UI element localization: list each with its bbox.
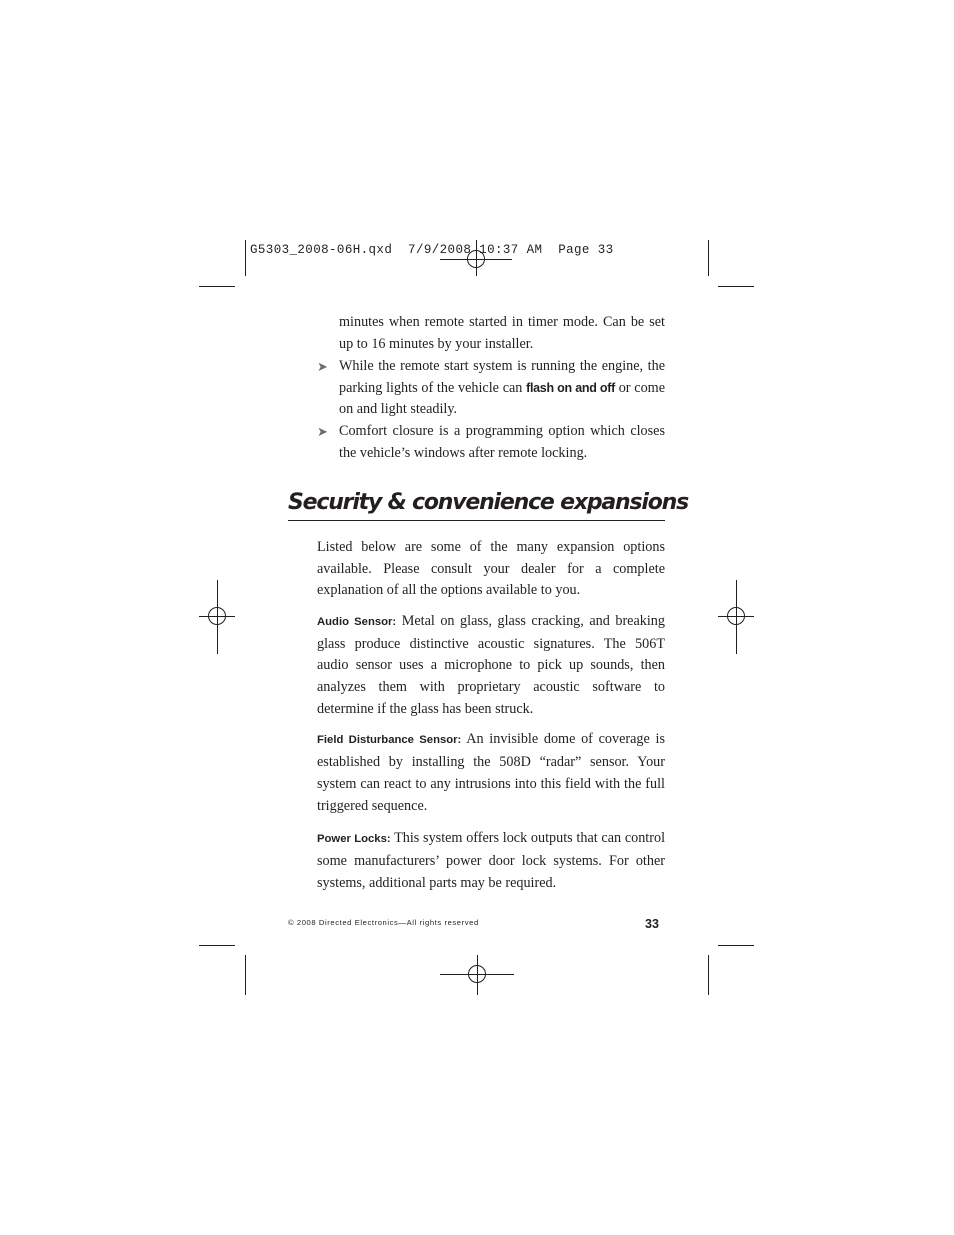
section-title: Security & convenience expansions [288, 490, 688, 515]
slug-time: 10:37 AM [479, 243, 543, 257]
bullet-emphasis: flash on and off [526, 380, 615, 395]
registration-mark-icon [208, 607, 226, 625]
crop-mark [708, 955, 709, 995]
slug-file: G5303_2008-06H.qxd [250, 243, 393, 257]
field-disturbance-paragraph [317, 728, 665, 817]
field-disturbance-text: An invisible dome of coverage is established by installing the 508D “radar” sensor. Your system can react to any intrusions into this field with the full triggered sequence. [317, 731, 665, 814]
section-lead-paragraph: Listed below are some of the many expansion options available. Please consult your dealer for a complete explanation of all the options available to you. [317, 539, 665, 599]
footer-copyright: © 2008 Directed Electronics—All rights reserved [288, 918, 479, 927]
print-slug [250, 243, 614, 257]
section-title-rule [288, 520, 665, 521]
crop-mark [245, 955, 246, 995]
page-number: 33 [645, 917, 659, 931]
audio-sensor-label: Audio Sensor: [317, 616, 397, 628]
crop-mark [718, 945, 754, 946]
intro-continued-paragraph: minutes when remote started in timer mode. Can be set up to 16 minutes by your installer. [339, 314, 665, 352]
field-disturbance-label: Field Disturbance Sensor: [317, 734, 462, 746]
power-locks-paragraph [317, 827, 665, 894]
audio-sensor-text: Metal on glass, glass cracking, and breaking glass produce distinctive acoustic signatures. The 506T audio sensor uses a microphone to pick up sounds, then analyzes them with proprietary acoustic software to determine if the glass has been struck. [317, 613, 665, 717]
registration-mark-icon [467, 250, 485, 268]
power-locks-label: Power Locks: [317, 833, 391, 845]
registration-mark-icon [468, 965, 486, 983]
bullet-arrow-icon: ➤ [317, 424, 328, 439]
crop-mark [245, 240, 246, 276]
bullet-item [339, 421, 665, 464]
slug-date: 7/9/2008 [408, 243, 472, 257]
registration-mark-icon [727, 607, 745, 625]
audio-sensor-paragraph [317, 611, 665, 721]
bullet-item [339, 356, 665, 421]
crop-mark [199, 945, 235, 946]
bullet-arrow-icon: ➤ [317, 359, 328, 374]
crop-mark [708, 240, 709, 276]
bullet-text: Comfort closure is a programming option which closes the vehicle’s windows after remote locking. [339, 423, 665, 461]
bullet-text: While the remote start system is running the engine, the parking lights of the vehicle can [339, 358, 665, 396]
bullet-text: or come on and light steadily. [339, 379, 665, 418]
slug-page: Page 33 [558, 243, 614, 257]
crop-mark [718, 286, 754, 287]
power-locks-text: This system offers lock outputs that can control some manufacturers’ power door lock systems. For other systems, additional parts may be required. [317, 830, 666, 891]
crop-mark [199, 286, 235, 287]
